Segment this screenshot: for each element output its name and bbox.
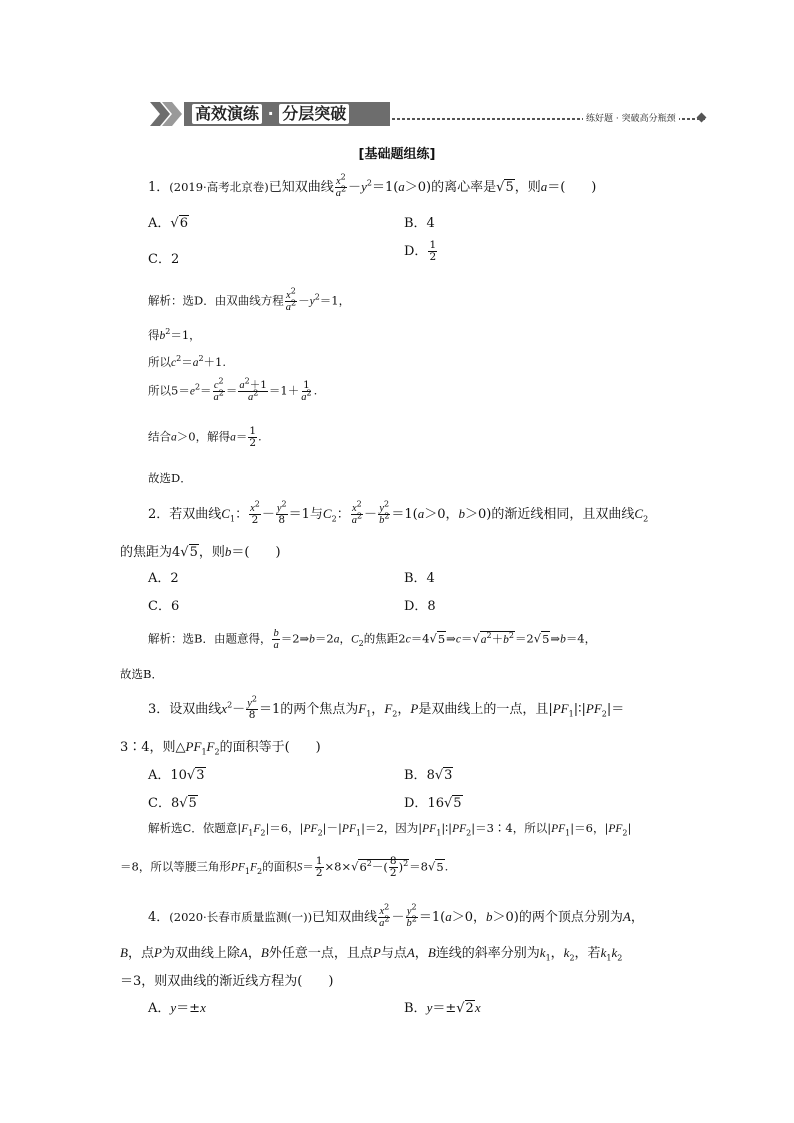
q2-stem-line2: 的焦距为4√5，则b＝( ) [120, 544, 281, 560]
q3-option-a[interactable]: A．10√3 [148, 768, 205, 783]
q4-stem-line2: B，点P为双曲线上除A，B外任意一点，且点P与点A，B连线的斜率分别为$k_1$，$k_2$，若$k_1k_2$ [120, 945, 623, 963]
q1-solution-line2: 得$b^2=1$， [148, 327, 201, 342]
q2-option-b[interactable]: B．4 [404, 571, 435, 586]
q1-option-c[interactable]: C．2 [148, 252, 180, 267]
banner-part1: 高效演练 [192, 104, 262, 124]
q3-solution-line1: 解析选C．依题意$|F_1F_2|=6$，$|PF_2|-|PF_1|=2$，因为$|PF_1|∶|PF_2|=3∶4$，所以$|PF_1|=6$，$|PF_2|$ [148, 821, 632, 838]
q2-solution-line1: 解析：选B．由题意得， $\frac{b}{a}$ ＝2⇒b＝2a，$C_2$的焦距$2c=4√5\Rightarrow c=√a^2+b^2=2√5\Rightarrow b=4$， [148, 628, 597, 651]
q3-option-b[interactable]: B．8√3 [404, 768, 453, 783]
q2-solution-end: 故选B． [120, 667, 163, 681]
q4-stem-line1: 4．(2020·长春市质量监测(一))已知双曲线 $\frac{x^2}{a^2}$ － $\frac{y^2}{b^2}$ ＝1(a＞0，b＞0)的两个顶点分别为A， [148, 902, 644, 929]
section-banner [148, 100, 392, 128]
header-tag: 练好题 · 突破高分瓶颈 [583, 111, 679, 124]
q4-stem-line3: ＝3，则双曲线的渐近线方程为( ) [120, 974, 334, 989]
q4-option-a[interactable]: A．y＝±x [148, 1000, 206, 1016]
q3-stem-line2: 3∶4，则$\triangle PF_1F_2$的面积等于( ) [120, 739, 321, 757]
q2-option-d[interactable]: D．8 [404, 599, 436, 614]
diamond-icon [697, 113, 707, 123]
q1-option-b[interactable]: B．4 [404, 216, 435, 231]
double-chevron-icon [148, 100, 188, 128]
q4-option-b[interactable]: B．y＝±√2x [404, 1000, 481, 1016]
q3-solution-line2: ＝8，所以等腰三角形$PF_1F_2$的面积S＝ $\frac{1}{2}$ $\times 8\times√6^2-$( $\frac{8}{2}$ )$^2$＝8√5. [120, 855, 449, 879]
q2-option-a[interactable]: A．2 [148, 571, 179, 586]
q1-stem: 1．(2019·高考北京卷)已知双曲线 $\frac{x^2}{a^2}$ $-y^2=1(a>0)$的离心率是√5，则a＝( ) [148, 172, 597, 199]
q2-option-c[interactable]: C．6 [148, 599, 180, 614]
q1-solution-line3: 所以$c^2=a^2+1$. [148, 354, 227, 369]
q1-option-d[interactable]: D． $\frac{1}{2}$ [404, 239, 437, 263]
q1-solution-line1: 解析：选D．由双曲线方程 $\frac{x^2}{a^2}$ $-y^2=1$， [148, 286, 351, 313]
banner-part2: 分层突破 [279, 104, 349, 124]
q3-option-c[interactable]: C．8√5 [148, 796, 197, 811]
section-title: [基础题组练] [358, 147, 436, 162]
q1-option-a[interactable]: A．√6 [148, 216, 188, 231]
q3-option-d[interactable]: D．16√5 [404, 796, 462, 811]
q3-stem-line1: 3．设双曲线$x^2-$ $\frac{y^2}{8}$ ＝1的两个焦点为$F_1$，$F_2$，P是双曲线上的一点，且$|PF_1|∶|PF_2|=$ [148, 694, 625, 721]
banner-dot: · [267, 104, 274, 123]
q1-solution-end: 故选D． [148, 471, 192, 485]
q1-solution-line5: 结合a＞0，解得a＝ $\frac{1}{2}$ . [148, 425, 262, 449]
q1-solution-line4: 所以$5=e^2=$ $\frac{c^2}{a^2}$ ＝ $\frac{a^2+1}{a^2}$ ＝1＋ $\frac{1}{a^2}$ . [148, 376, 318, 403]
q2-stem-line1: 2．若双曲线$C_1$： $\frac{x^2}{2}$ － $\frac{y^2}{8}$ ＝1与$C_2$： $\frac{x^2}{a^2}$ － $\frac{y^2}{b^2}$ ＝1(a＞0，b＞0)的渐近线相同，且双曲线$C_2$ [148, 499, 649, 526]
